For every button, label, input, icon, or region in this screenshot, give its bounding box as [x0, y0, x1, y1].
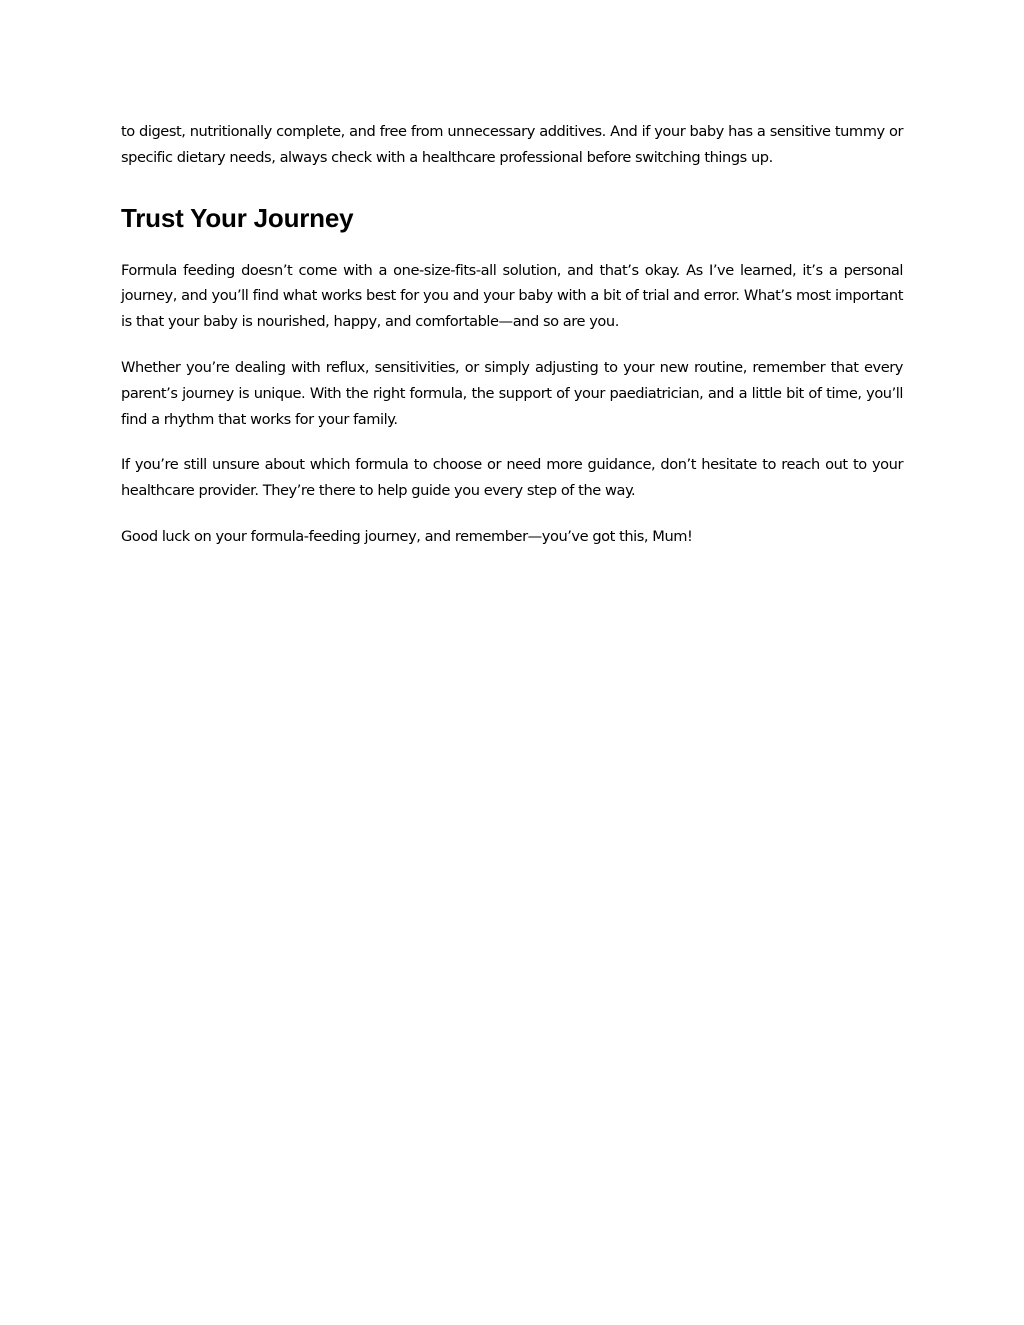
paragraph-healthcare-provider: If you’re still unsure about which formula to choose or need more guidance, don’t hesitate to reach out to your healthcare provider. They’re there to help guide you every step of the way. [121, 456, 903, 500]
document-page [121, 119, 903, 550]
paragraph-formula-feeding: Formula feeding doesn’t come with a one-size-fits-all solution, and that’s okay. As I’ve learned, it’s a personal journey, and you’ll find what works best for you and your baby with a bit of trial and error. What’s most important is that your baby is nourished, happy, and comfortable—and so are you. [121, 261, 903, 331]
paragraph-reflux: Whether you’re dealing with reflux, sensitivities, or simply adjusting to your new routine, remember that every parent’s journey is unique. With the right formula, the support of your paediatrician, and a little bit of time, you’ll find a rhythm that works for your family. [121, 358, 903, 428]
paragraph-closing: Good luck on your formula-feeding journey, and remember—you’ve got this, Mum! [121, 527, 693, 545]
intro-paragraph: to digest, nutritionally complete, and free from unnecessary additives. And if your baby has a sensitive tummy or specific dietary needs, always check with a healthcare professional before switching things up. [121, 123, 903, 166]
section-heading: Trust Your Journey [121, 202, 354, 233]
